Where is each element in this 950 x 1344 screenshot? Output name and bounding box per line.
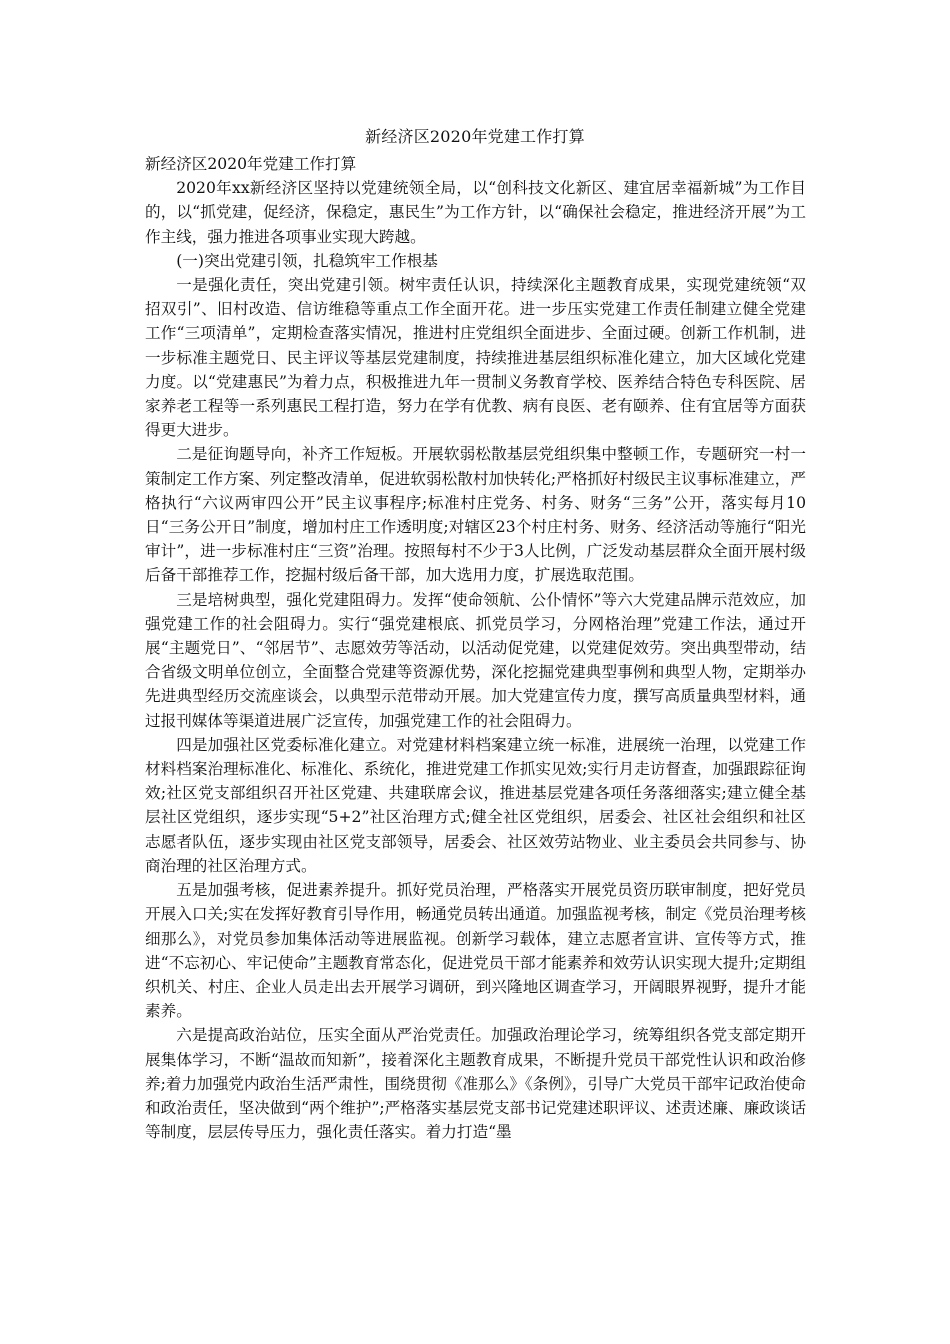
document-subtitle: 新经济区2020年党建工作打算 <box>145 155 357 173</box>
paragraph-item-3: 三是培树典型，强化党建阻碍力。发挥“使命领航、公仆情怀”等六大党建品牌示范效应，加强党建工作的社会阻碍力。实行“强党建根底、抓党员学习，分网格治理”党建工作法，通过开展“主题党日”、“邻居节”、志愿效劳等活动，以活动促党建，以党建促效劳。突出典型带动，结合省级文明单位创立，全面整合党建等资源优势，深化挖掘党建典型事例和典型人物，定期举办先进典型经历交流座谈会，以典型示范带动开展。加大党建宣传力度，撰写高质量典型材料，通过报刊媒体等渠道进展广泛宣传，加强党建工作的社会阻碍力。 <box>145 590 806 730</box>
document-title: 新经济区2020年党建工作打算 <box>365 127 585 146</box>
paragraph-item-4: 四是加强社区党委标准化建立。对党建材料档案建立统一标准，进展统一治理，以党建工作材料档案治理标准化、标准化、系统化，推进党建工作抓实见效;实行月走访督查，加强跟踪征询效;社区党支部组织召开社区党建、共建联席会议，推进基层党建各项任务落细落实;建立健全基层社区党组织，逐步实现“5+2”社区治理方式;健全社区党组织，居委会、社区社会组织和社区志愿者队伍，逐步实现由社区党支部领导，居委会、社区效劳站物业、业主委员会共同参与、协商治理的社区治理方式。 <box>145 735 806 875</box>
paragraph-item-2: 二是征询题导向，补齐工作短板。开展软弱松散基层党组织集中整顿工作，专题研究一村一策制定工作方案、列定整改清单，促进软弱松散村加快转化;严格抓好村级民主议事标准建立，严格执行“六议两审四公开”民主议事程序;标准村庄党务、村务、财务“三务”公开，落实每月10日“三务公开日”制度，增加村庄工作透明度;对辖区23个村庄村务、财务、经济活动等施行“阳光审计”，进一步标准村庄“三资”治理。按照每村不少于3人比例，广泛发动基层群众全面开展村级后备干部推荐工作，挖掘村级后备干部，加大选用力度，扩展选取范围。 <box>145 445 806 585</box>
paragraph-item-6: 六是提高政治站位，压实全面从严治党责任。加强政治理论学习，统筹组织各党支部定期开展集体学习，不断“温故而知新”，接着深化主题教育成果，不断提升党员干部党性认识和政治修养;着力加强党内政治生活严肃性，围绕贯彻《准那么》《条例》，引导广大党员干部牢记政治使命和政治责任，坚决做到“两个维护”;严格落实基层党支部书记党建述职评议、述责述廉、廉政谈话等制度，层层传导压力，强化责任落实。着力打造“墨 <box>145 1026 806 1142</box>
document-body <box>145 152 806 1144</box>
paragraph-intro: 2020年xx新经济区坚持以党建统领全局，以“创科技文化新区、建宜居幸福新城”为工作目的，以“抓党建，促经济，保稳定，惠民生”为工作方针，以“确保社会稳定，推进经济开展”为工作主线，强力推进各项事业实现大跨越。 <box>145 179 806 246</box>
paragraph-item-5: 五是加强考核，促进素养提升。抓好党员治理，严格落实开展党员资历联审制度，把好党员开展入口关;实在发挥好教育引导作用，畅通党员转出通道。加强监视考核，制定《党员治理考核细那么》，对党员参加集体活动等进展监视。创新学习载体，建立志愿者宣讲、宣传等方式，推进“不忘初心、牢记使命”主题教育常态化，促进党员干部才能素养和效劳认识实现大提升;定期组织机关、村庄、企业人员走出去开展学习调研，到兴隆地区调查学习，开阔眼界视野，提升才能素养。 <box>145 881 806 1021</box>
paragraph-item-1: 一是强化责任，突出党建引领。树牢责任认识，持续深化主题教育成果，实现党建统领“双招双引”、旧村改造、信访维稳等重点工作全面开花。进一步压实党建工作责任制建立健全党建工作“三项清单”，定期检查落实情况，推进村庄党组织全面进步、全面过硬。创新工作机制，进一步标准主题党日、民主评议等基层党建制度，持续推进基层组织标准化建立，加大区域化党建力度。以“党建惠民”为着力点，积极推进九年一贯制义务教育学校、医养结合特色专科医院、居家养老工程等一系列惠民工程打造，努力在学有优教、病有良医、老有颐养、住有宜居等方面获得更大进步。 <box>145 276 806 440</box>
section-heading: (一)突出党建引领，扎稳筑牢工作根基 <box>176 251 438 270</box>
